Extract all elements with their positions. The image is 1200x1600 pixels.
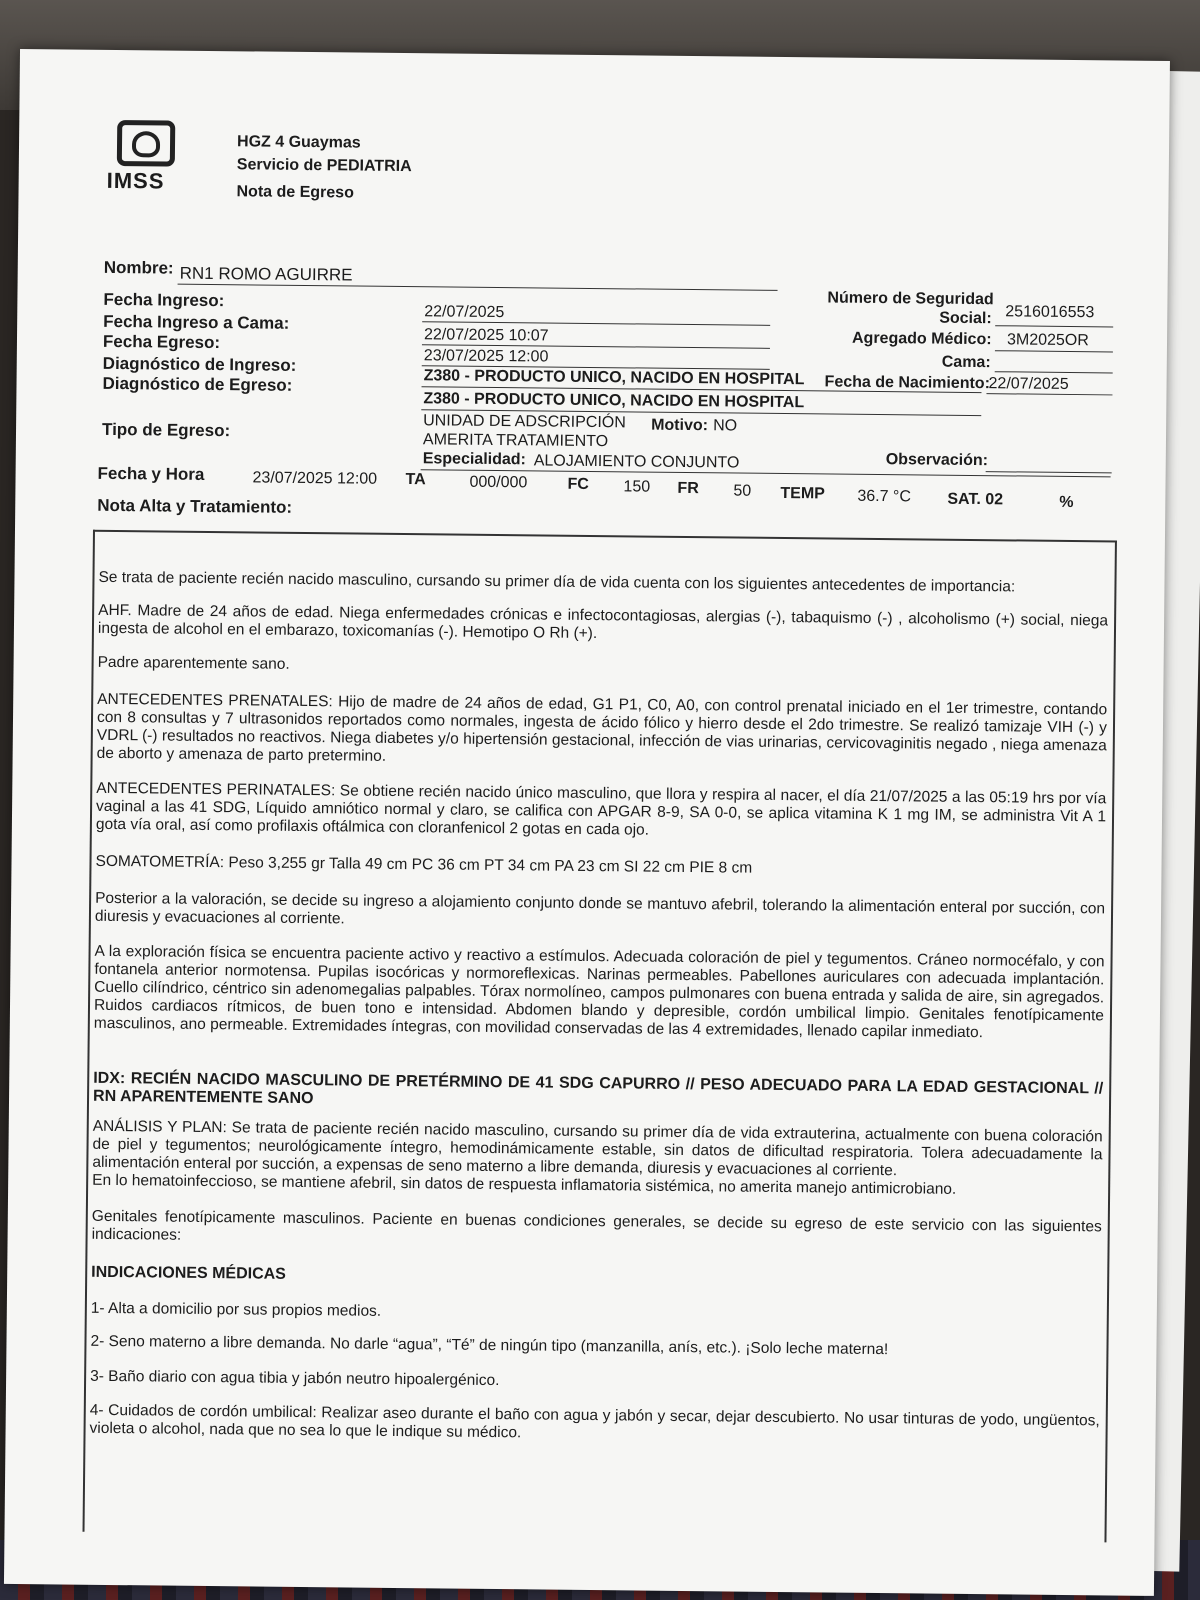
bed-admission-date-label: Fecha Ingreso a Cama: xyxy=(103,311,290,333)
admission-diagnosis: Z380 - PRODUCTO UNICO, NACIDO EN HOSPITAL xyxy=(423,367,805,389)
name-label: Nombre: xyxy=(103,257,174,278)
indication-3: 3- Baño diario con agua tibia y jabón neutro hipoalergénico. xyxy=(90,1367,500,1390)
nss-label: Número de Seguridad xyxy=(827,289,994,309)
paragraph-perinatal: ANTECEDENTES PERINATALES: Se obtiene recién nacido único masculino, que llora y respira al nacer, el día 21/07/2025 a las 05:19 hrs por vía vaginal a las 41 SDG, Líquido amniótico normal y claro, se califica con APGAR 8-9, SA 0-0, se aplica vitamina K 1 mg IM, se administra Vit A 1 gota vía oral, así como profilaxis oftálmica con cloranfenicol 2 gotas en cada ojo. xyxy=(95,779,1107,839)
paragraph-hemato: En lo hematoinfeccioso, se mantiene afebril, sin datos de respuesta inflamatoria sistémica, no amerita manejo antimicrobiano. xyxy=(92,1171,957,1198)
indication-4: 4- Cuidados de cordón umbilical: Realizar aseo durante el baño con agua y jabón y secar, dejar descubierto. No usar tinturas de yodo, ungüentos, violeta o alcohol, nada que no sea lo que le indique su médico. xyxy=(89,1401,1100,1442)
vitals-datetime: 23/07/2025 12:00 xyxy=(252,469,378,488)
paragraph-somatometry: SOMATOMETRÍA: Peso 3,255 gr Talla 49 cm PC 36 cm PT 34 cm PA 23 cm SI 22 cm PIE 8 cm xyxy=(95,852,753,877)
fc-value: 150 xyxy=(623,478,651,496)
bed-admission-date: 22/07/2025 10:07 xyxy=(423,326,549,345)
fr-label: FR xyxy=(677,479,699,498)
paragraph-father: Padre aparentemente sano. xyxy=(97,653,290,673)
observation-label: Observación: xyxy=(885,451,989,470)
discharge-date-label: Fecha Egreso: xyxy=(102,331,221,353)
vitals-label: Fecha y Hora xyxy=(97,463,205,484)
patient-name: RN1 ROMO AGUIRRE xyxy=(179,263,353,285)
document-title: Nota de Egreso xyxy=(236,183,354,202)
paragraph-intro: Se trata de paciente recién nacido masculino, cursando su primer día de vida cuenta con los siguientes antecedentes de importancia: xyxy=(98,568,1016,596)
logo-text: IMSS xyxy=(106,167,165,194)
imss-emblem-icon xyxy=(117,120,175,167)
discharge-diagnosis-label: Diagnóstico de Egreso: xyxy=(102,373,293,395)
paragraph-evolution: Posterior a la valoración, se decide su ingreso a alojamiento conjunto donde se mantuvo afebril, tolerando la alimentación enteral por succión, con diuresis y evacuaciones al corriente. xyxy=(94,889,1106,928)
paragraph-idx: IDX: RECIÉN NACIDO MASCULINO DE PRETÉRMINO DE 41 SDG CAPURRO // PESO ADECUADO PARA LA EDAD GESTACIONAL // RN APARENTEMENTE SANO xyxy=(92,1069,1104,1108)
admission-diagnosis-label: Diagnóstico de Ingreso: xyxy=(102,353,297,375)
sat-unit: % xyxy=(1059,493,1074,512)
paragraph-ahf: AHF. Madre de 24 años de edad. Niega enfermedades crónicas e infectocontagiosas, alergias (-), tabaquismo (-) , alcoholismo (+) social, niega ingesta de alcohol en el embarazo, toxicomanías (-). Hemotipo O Rh (+). xyxy=(97,601,1109,643)
paragraph-genitals: Genitales fenotípicamente masculinos. Paciente en buenas condiciones generales, se decide su egreso de este servicio con las siguientes indicaciones: xyxy=(91,1207,1102,1244)
ta-value: 000/000 xyxy=(469,473,528,492)
reason-value: NO xyxy=(713,417,738,435)
note-title: Nota Alta y Tratamiento: xyxy=(97,495,293,517)
admission-date-label: Fecha Ingreso: xyxy=(103,289,225,311)
reason-value-cont: AMERITA TRATAMIENTO xyxy=(422,431,609,451)
fr-value: 50 xyxy=(733,482,752,500)
discharge-note-sheet xyxy=(4,49,1170,1596)
temp-label: TEMP xyxy=(780,484,825,503)
paragraph-exam: A la exploración física se encuentra paciente activo y reactivo a estímulos. Adecuada coloración de piel y tegumentos. Cráneo normocéfalo, y con fontanela anterior normotensa. Pupilas isocóricas y normoreflexicas. Narinas permeables. Pabellones auriculares con adecuada implantación. Cuello cilíndrico, céntrico sin adenomegalias palpables. Tórax normolíneo, campos pulmonares con buena entrada y salida de aire, sin agregados. Ruidos cardiacos rítmicos, de buen tono e intensidad. Abdomen blando y depresible, cordón umbilical limpio. Genitales fenotípicamente masculinos, ano permeable. Extremidades íntegras, con movilidad conservadas de las 4 extremidades, llenado capilar inmediato. xyxy=(93,942,1105,1042)
admission-date: 22/07/2025 xyxy=(424,303,505,322)
nss-value: 2516016553 xyxy=(1005,303,1095,322)
paragraph-plan: ANÁLISIS Y PLAN: Se trata de paciente recién nacido masculino, cursando su primer día de vida extrauterina, actualmente con buena coloración de piel y tegumentos; neurológicamente íntegro, hemodinámicamente estable, sin datos de dificultad respiratoria. Tolera adecuadamente la alimentación enteral por succión, a expensas de seno materno a libre demanda, diuresis y evacuaciones al corriente. xyxy=(92,1117,1103,1180)
birth-date: 22/07/2025 xyxy=(988,375,1069,393)
indications-heading: INDICACIONES MÉDICAS xyxy=(91,1263,286,1283)
discharge-diagnosis: Z380 - PRODUCTO UNICO, NACIDO EN HOSPITAL xyxy=(423,390,805,412)
fc-label: FC xyxy=(567,475,589,493)
birth-date-label: Fecha de Nacimiento: xyxy=(824,373,991,393)
sat-label: SAT. 02 xyxy=(947,490,1004,509)
nss-label-2: Social: xyxy=(939,309,992,328)
specialty-value: ALOJAMIENTO CONJUNTO xyxy=(533,452,740,472)
paragraph-prenatal: ANTECEDENTES PRENATALES: Hijo de madre de 24 años de edad, G1 P1, C0, A0, con control prenatal iniciado en el 1er trimestre, contando con 8 consultas y 7 ultrasonidos reportados como normales, ingesta de ácido fólico y hierro desde el 2do trimestre. Se realizó tamizaje VIH (-) y VDRL (-) resultados no reactivos. Niega diabetes y/o hipertensión gestacional, infección de vias urinarias, cervicovaginitis negado , niega amenaza de aborto y amenaza de parto pretermino. xyxy=(96,690,1108,765)
specialty-label: Especialidad: xyxy=(422,450,527,469)
discharge-type: UNIDAD DE ADSCRIPCIÓN xyxy=(423,412,626,432)
agregado-value: 3M2025OR xyxy=(1006,331,1089,350)
agregado-label: Agregado Médico: xyxy=(851,329,992,349)
bed-label: Cama: xyxy=(941,353,991,372)
indication-1: 1- Alta a domicilio por sus propios medios. xyxy=(90,1299,382,1320)
discharge-type-label: Tipo de Egreso: xyxy=(101,419,231,441)
indication-2: 2- Seno materno a libre demanda. No darle “agua”, “Té” de ningún tipo (manzanilla, anís, etc.). ¡Solo leche materna! xyxy=(90,1332,889,1359)
hospital-name: HGZ 4 Guaymas xyxy=(236,133,361,152)
imss-logo xyxy=(107,120,188,193)
reason-label: Motivo: xyxy=(651,416,709,435)
temp-value: 36.7 °C xyxy=(857,487,912,506)
service-name: Servicio de PEDIATRIA xyxy=(236,156,412,176)
ta-label: TA xyxy=(405,471,426,489)
discharge-date: 23/07/2025 12:00 xyxy=(423,347,549,366)
